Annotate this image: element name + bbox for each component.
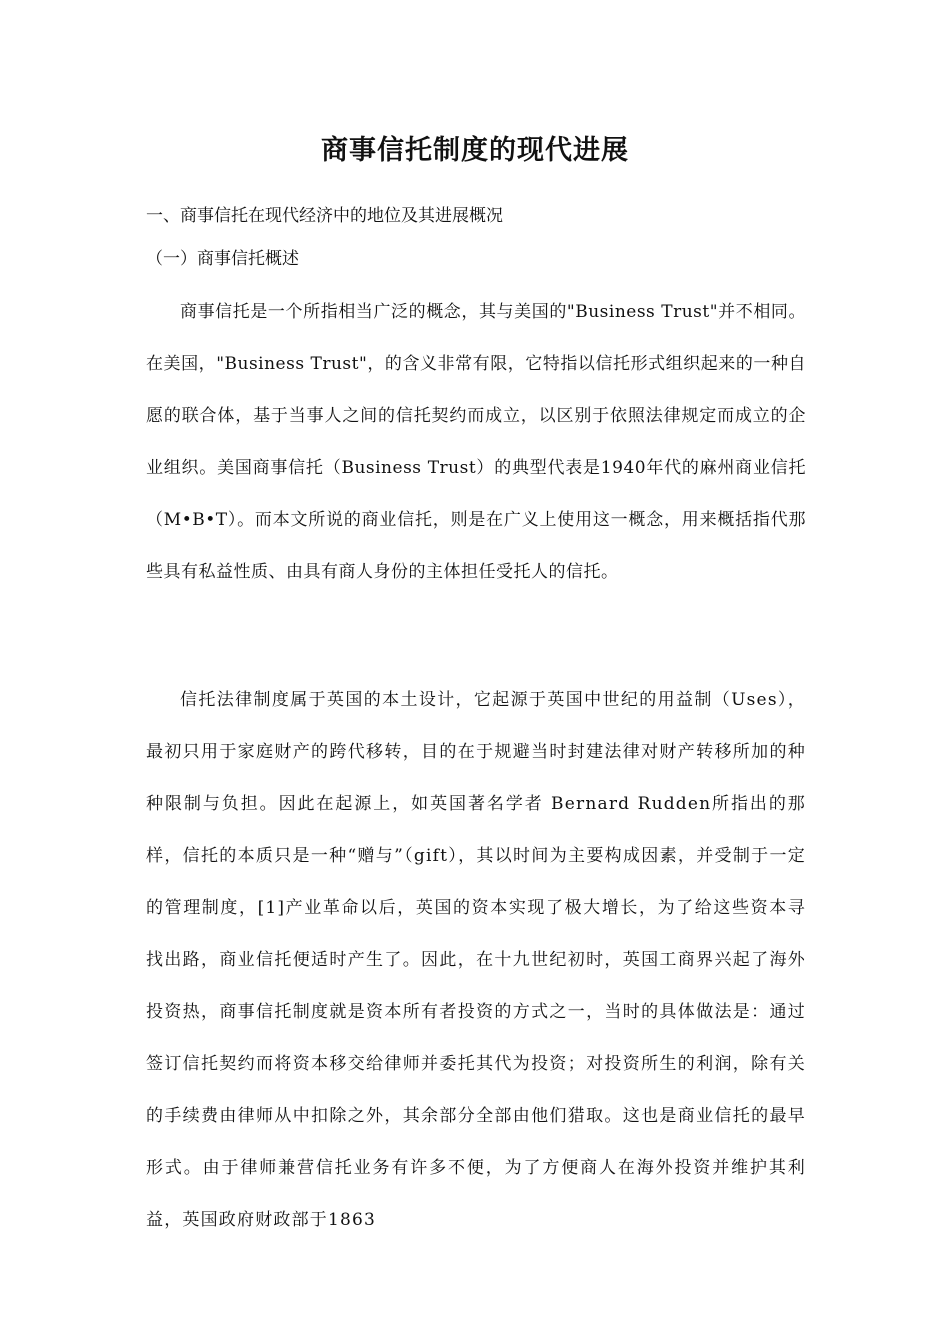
subsection-heading: （一）商事信托概述 — [146, 249, 299, 269]
document-title: 商事信托制度的现代进展 — [321, 135, 629, 166]
section-heading: 一、商事信托在现代经济中的地位及其进展概况 — [146, 206, 503, 226]
paragraph-overview: 商事信托是一个所指相当广泛的概念，其与美国的"Business Trust"并不相同。在美国，"Business Trust"，的含义非常有限，它特指以信托形式组织起来的一种自愿的联合体，基于当事人之间的信托契约而成立，以区别于依照法律规定而成立的企业组织。美国商事信托（Business Trust）的典型代表是1940年代的麻州商业信托（M•B•T）。而本文所说的商业信托，则是在广义上使用这一概念，用来概括指代那些具有私益性质、由具有商人身份的主体担任受托人的信托。 — [146, 302, 806, 582]
paragraph-history: 信托法律制度属于英国的本土设计，它起源于英国中世纪的用益制（Uses），最初只用于家庭财产的跨代移转，目的在于规避当时封建法律对财产转移所加的种种限制与负担。因此在起源上，如英国著名学者 Bernard Rudden所指出的那样，信托的本质只是一种“赠与”（gift），其以时间为主要构成因素，并受制于一定的管理制度，[1]产业革命以后，英国的资本实现了极大增长，为了给这些资本寻找出路，商业信托便适时产生了。因此，在十九世纪初时，英国工商界兴起了海外投资热，商事信托制度就是资本所有者投资的方式之一，当时的具体做法是：通过签订信托契约而将资本移交给律师并委托其代为投资；对投资所生的利润，除有关的手续费由律师从中扣除之外，其余部分全部由他们猎取。这也是商业信托的最早形式。由于律师兼营信托业务有许多不便，为了方便商人在海外投资并维护其利益，英国政府财政部于1863 — [146, 690, 806, 1230]
